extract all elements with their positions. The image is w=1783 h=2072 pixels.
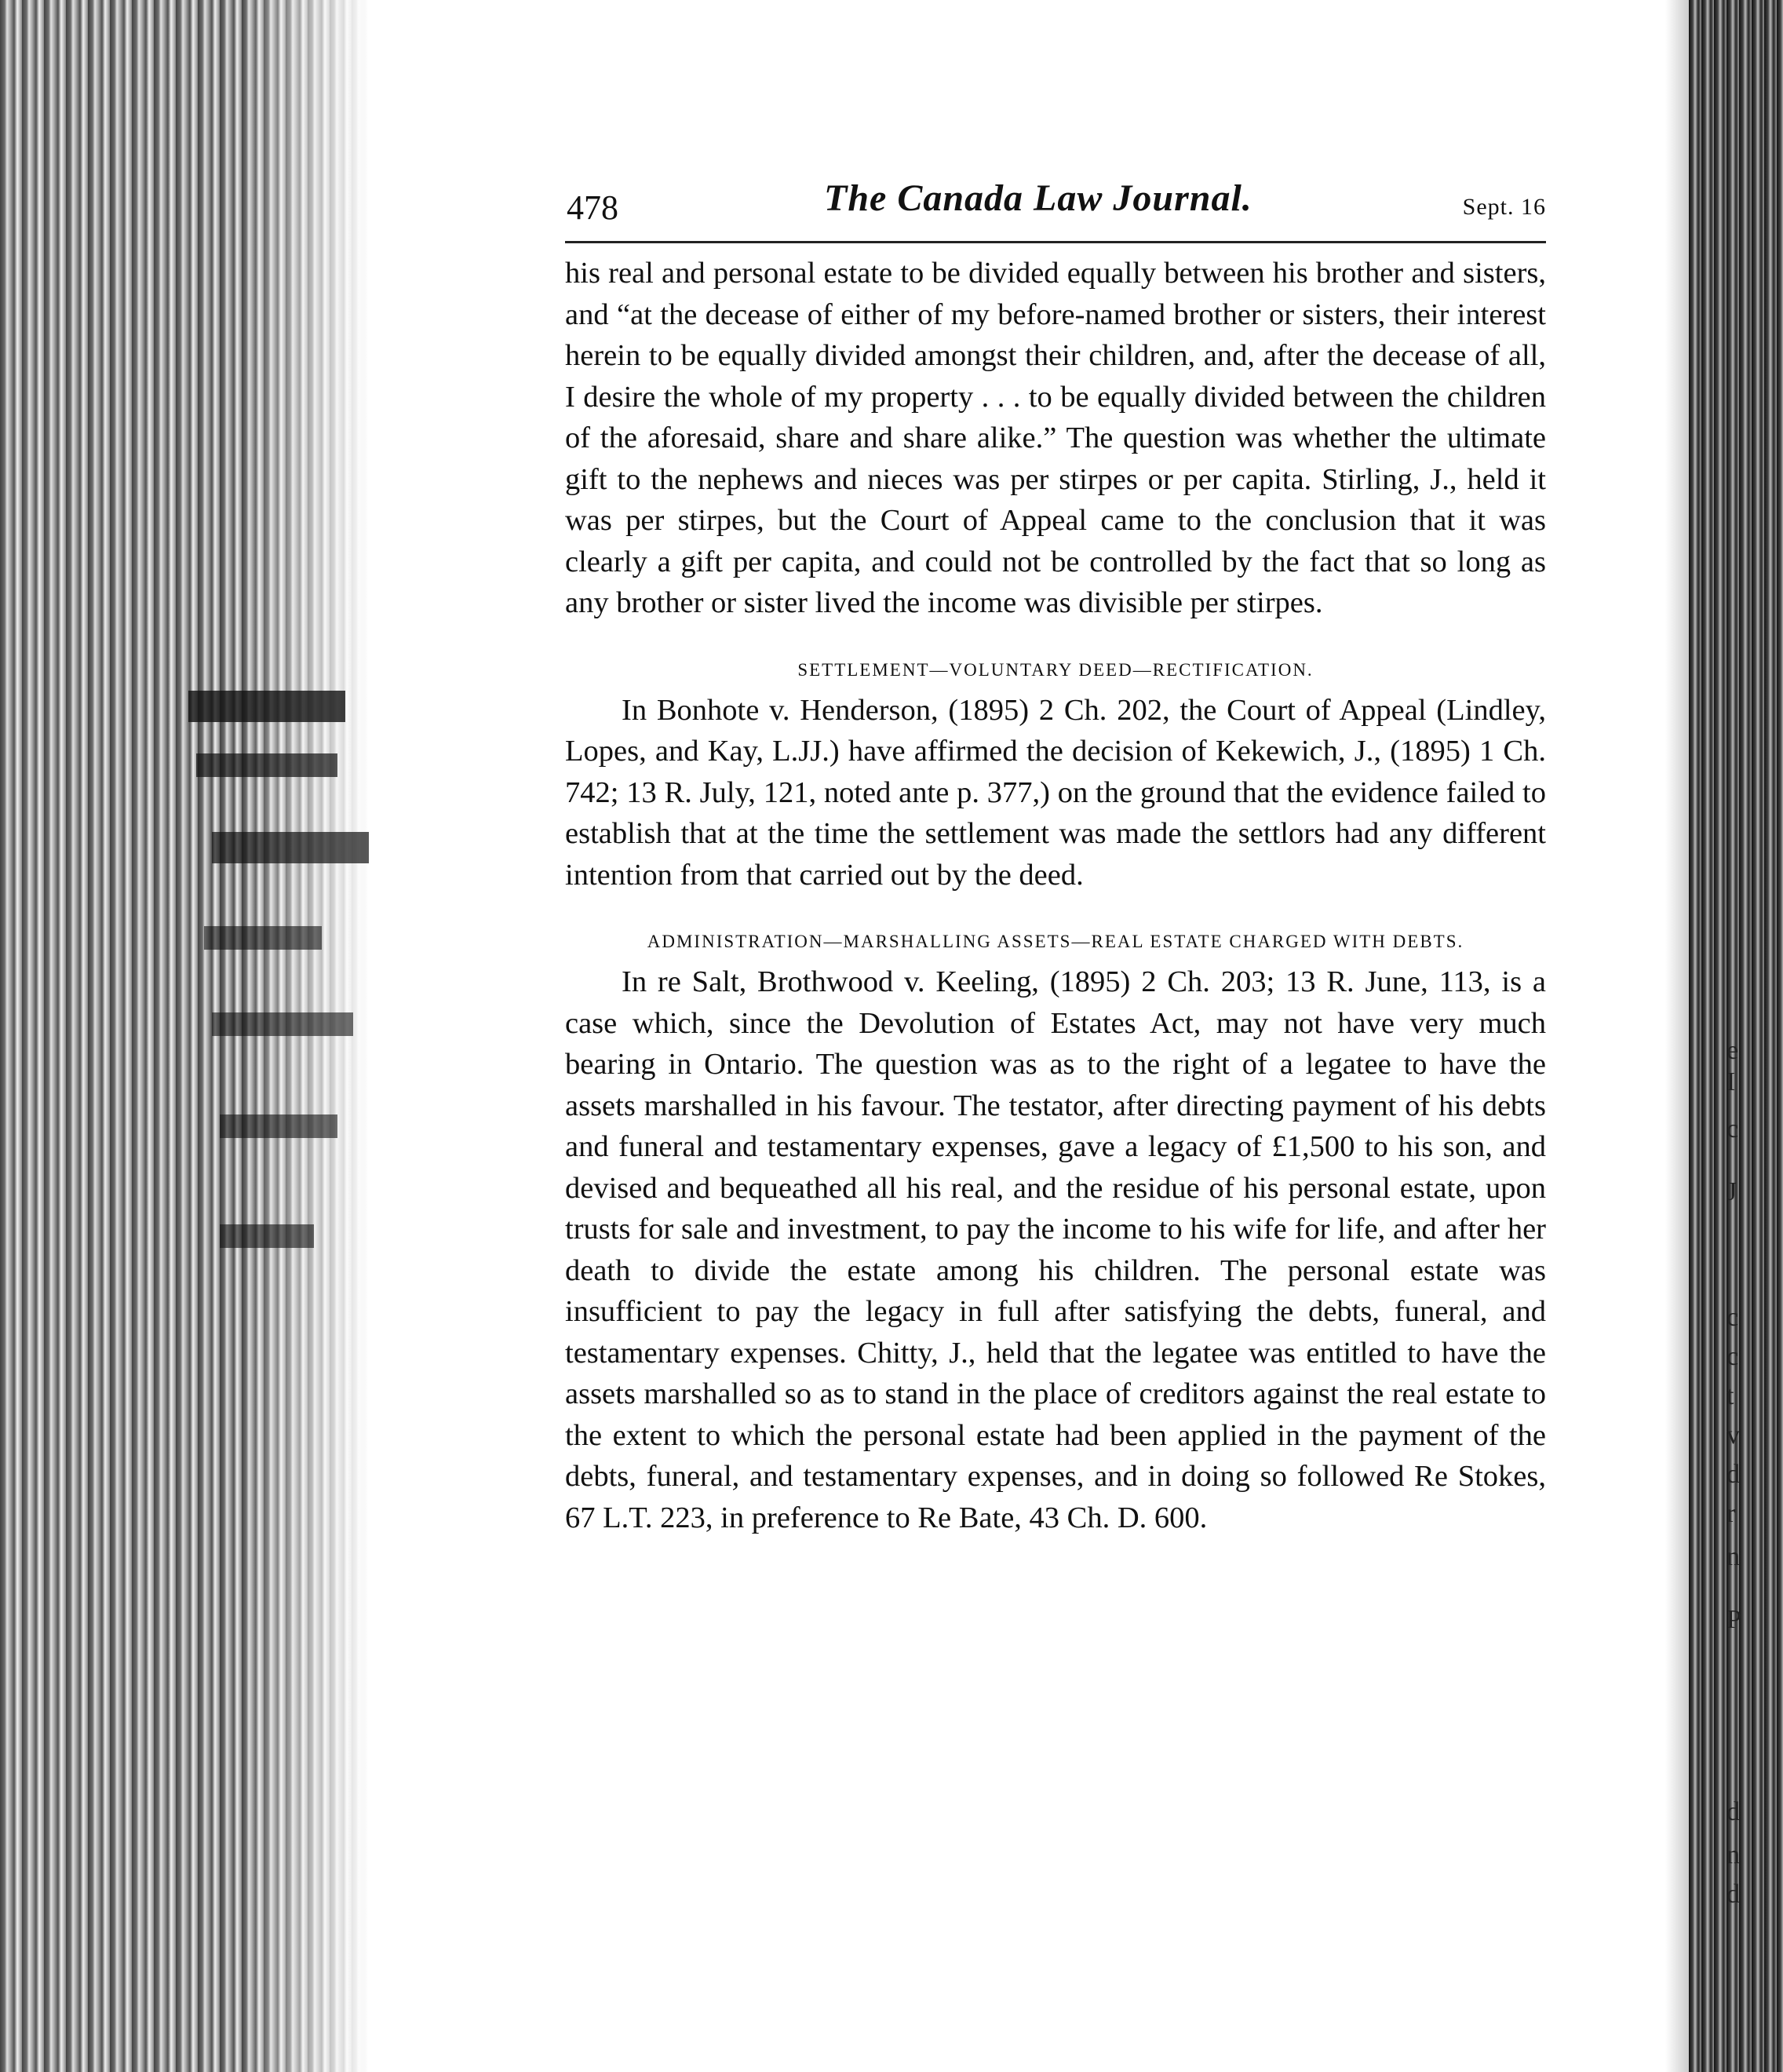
bleed-through-mark (220, 1224, 314, 1248)
section-heading-administration: ADMINISTRATION—MARSHALLING ASSETS—REAL ESTATE CHARGED WITH DEBTS. (647, 932, 1464, 951)
bleed-through-mark (204, 926, 322, 950)
journal-title: The Canada Law Journal. (824, 177, 1252, 219)
bleed-through-mark (220, 1114, 337, 1138)
page-number: 478 (567, 188, 618, 227)
bleed-through-mark (212, 832, 369, 863)
book-spine-left (0, 0, 369, 2072)
bleed-through-mark (196, 753, 337, 777)
running-header (565, 177, 1546, 243)
journal-page (565, 177, 1546, 1538)
section-body-administration: In re Salt, Brothwood v. Keeling, (1895) 2 Ch. 203; 13 R. June, 113, is a case which, since the Devolution of Estates Act, may not have very much bearing in Ontario. The question was as to the right of a legatee to have the assets marshalled in his favour. The testator, after directing payment of his debts and funeral and testamentary expenses, gave a legacy of £1,500 to his son, and devised and bequeathed all his real, and the residue of his personal estate, upon trusts for sale and investment, to pay the income to his wife for life, and after her death to divide the estate among his children. The personal estate was insufficient to pay the legacy in full after satisfying the debts, funeral, and testamentary expenses. Chitty, J., held that the legatee was entitled to have the assets marshalled so as to stand in the place of creditors against the real estate to the extent to which the personal estate had been applied in the payment of the debts, funeral, and testamentary expenses, and in doing so followed Re Stokes, 67 L.T. 223, in preference to Re Bate, 43 Ch. D. 600. (565, 965, 1546, 1534)
bleed-through-mark (212, 1012, 353, 1036)
bleed-through-mark (188, 691, 345, 722)
section-heading-settlement: SETTLEMENT—VOLUNTARY DEED—RECTIFICATION. (797, 659, 1314, 680)
issue-date: Sept. 16 (1462, 194, 1546, 220)
section-body-settlement: In Bonhote v. Henderson, (1895) 2 Ch. 202, the Court of Appeal (Lindley, Lopes, and Kay, L.JJ.) have affirmed the decision of Kekewich, J., (1895) 1 Ch. 742; 13 R. July, 121, noted ante p. 377,) on the ground that the evidence failed to establish that at the time the settlement was made the settlors had any different intention from that carried out by the deed. (565, 693, 1546, 892)
continued-paragraph: his real and personal estate to be divided equally between his brother and sisters, and “at the decease of either of my before-named brother or sisters, their interest herein to be equally divided amongst their children, and, after the decease of all, I desire the whole of my property . . . to be equally divided between the children of the aforesaid, share and share alike.” The question was whether the ultimate gift to the nephews and nieces was per stirpes or per capita. Stirling, J., held it was per stirpes, but the Court of Appeal came to the conclusion that it was clearly a gift per capita, and could not be controlled by the fact that so long as any brother or sister lived the income was divisible per stirpes. (565, 257, 1546, 619)
